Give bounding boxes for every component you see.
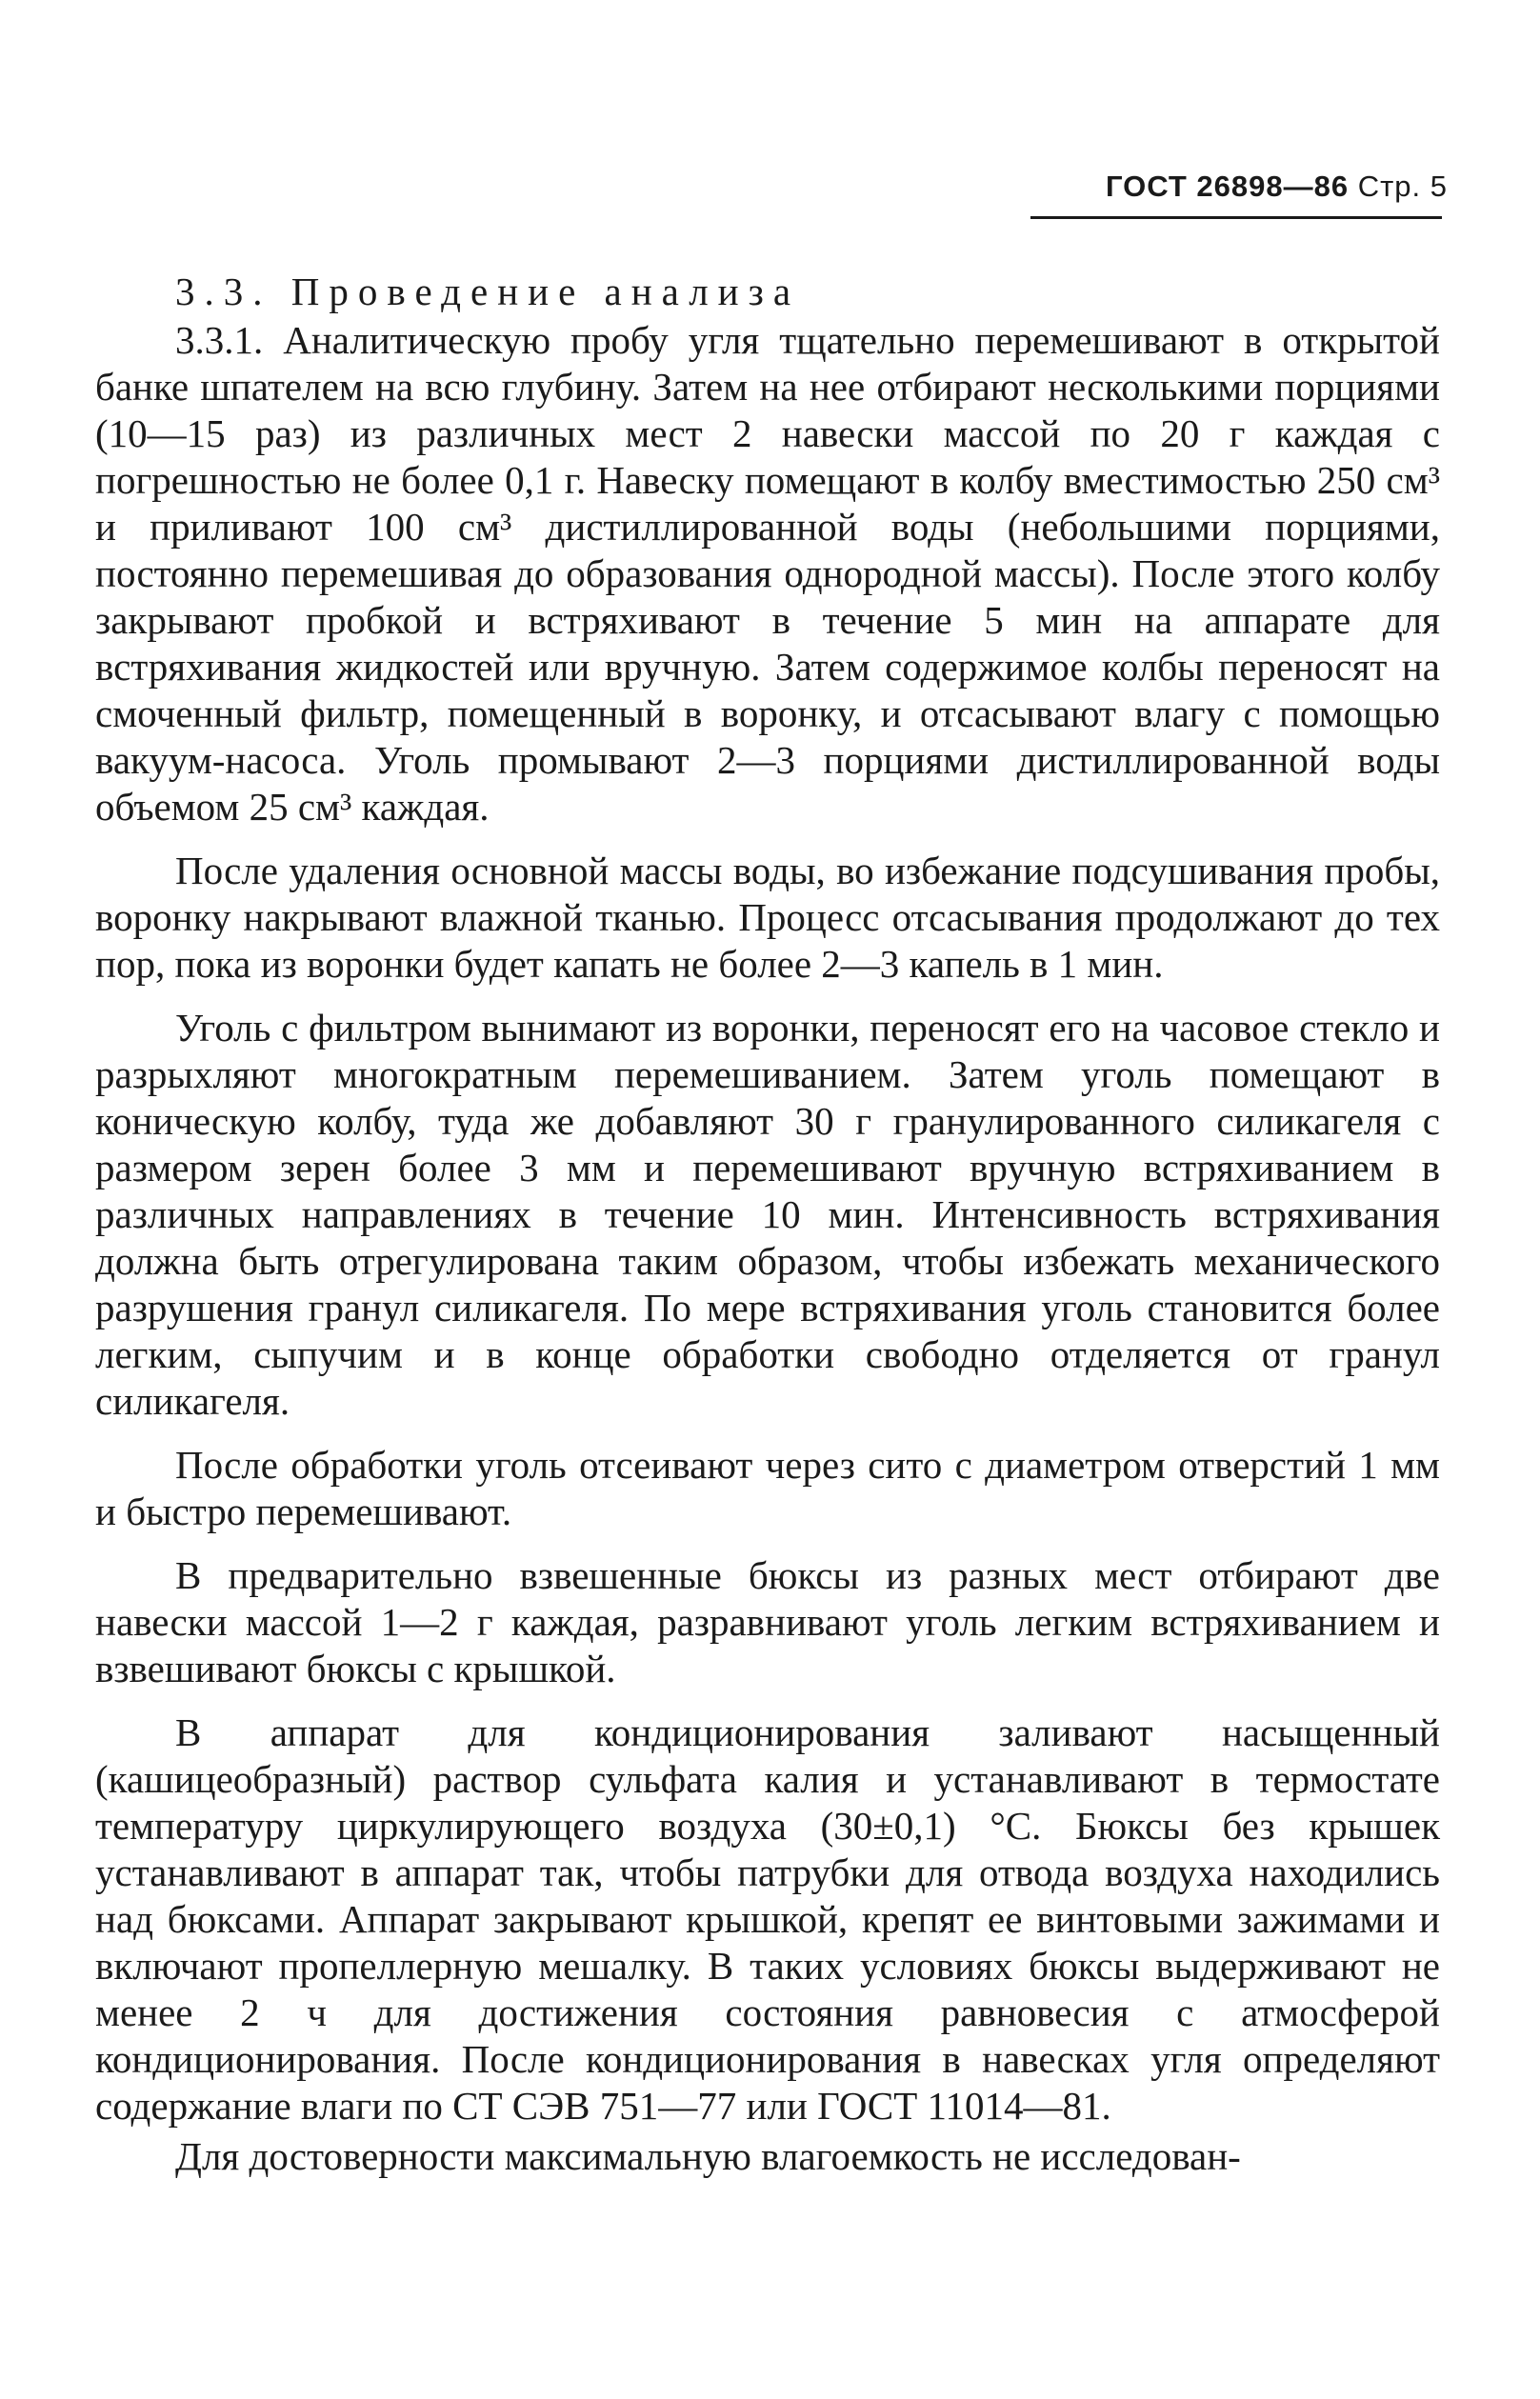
paragraph: После обработки уголь отсеивают через сито с диаметром отверстий 1 мм и быстро перемешивают. [95,1443,1440,1533]
paragraph: Уголь с фильтром вынимают из воронки, переносят его на часовое стекло и разрыхляют многократным перемешиванием. Затем уголь помещают в коническую колбу, туда же добавляют 30 г гранулированного силикагеля с размером зерен более 3 мм и перемешивают вручную встряхиванием в различных направлениях в течение 10 мин. Интенсивность встряхивания должна быть отрегулирована таким образом, чтобы избежать механического разрушения гранул силикагеля. По мере встряхивания уголь становится более легким, сыпучим и в конце обработки свободно отделяется от гранул силикагеля. [95,1006,1440,1423]
page-header [1067,170,1448,204]
paragraph: В аппарат для кондиционирования заливают насыщенный (кашицеобразный) раствор сульфата калия и устанавливают в термостате температуру циркулирующего воздуха (30±0,1) °С. Бюксы без крышек устанавливают в аппарат так, чтобы патрубки для отвода воздуха находились над бюксами. Аппарат закрывают крышкой, крепят ее винтовыми зажимами и включают пропеллерную мешалку. В таких условиях бюксы выдерживают не менее 2 ч для достижения состояния равновесия с атмосферой кондиционирования. После кондиционирования в навесках угля определяют содержание влаги по СТ СЭВ 751—77 или ГОСТ 11014—81. [95,1710,1440,2128]
paragraph: В предварительно взвешенные бюксы из разных мест отбирают две навески массой 1—2 г каждая, разравнивают уголь легким встряхиванием и взвешивают бюксы с крышкой. [95,1553,1440,1690]
page-number: Стр. 5 [1357,170,1448,203]
standard-number: ГОСТ 26898—86 [1105,170,1350,203]
paragraph: 3.3.1. Аналитическую пробу угля тщательно перемешивают в открытой банке шпателем на всю глубину. Затем на нее отбирают несколькими порциями (10—15 раз) из различных мест 2 навески массой по 20 г каждая с погрешностью не более 0,1 г. Навеску помещают в колбу вместимостью 250 см³ и приливают 100 см³ дистиллированной воды (небольшими порциями, постоянно перемешивая до образования однородной массы). После этого колбу закрывают пробкой и встряхивают в течение 5 мин на аппарате для встряхивания жидкостей или вручную. Затем содержимое колбы переносят на смоченный фильтр, помещенный в воронку, и отсасывают влагу с помощью вакуум-насоса. Уголь промывают 2—3 порциями дистиллированной воды объемом 25 см³ каждая. [95,318,1440,829]
document-body [95,269,1440,2180]
paragraph: Для достоверности максимальную влагоемкость не исследован- [175,2134,1241,2178]
header-rule [1030,216,1442,219]
paragraph: После удаления основной массы воды, во избежание подсушивания пробы, воронку накрывают влажной тканью. Процесс отсасывания продолжают до тех пор, пока из воронки будет капать не более 2—3 капель в 1 мин. [95,849,1440,986]
section-heading: 3.3. Проведение анализа [175,270,801,313]
